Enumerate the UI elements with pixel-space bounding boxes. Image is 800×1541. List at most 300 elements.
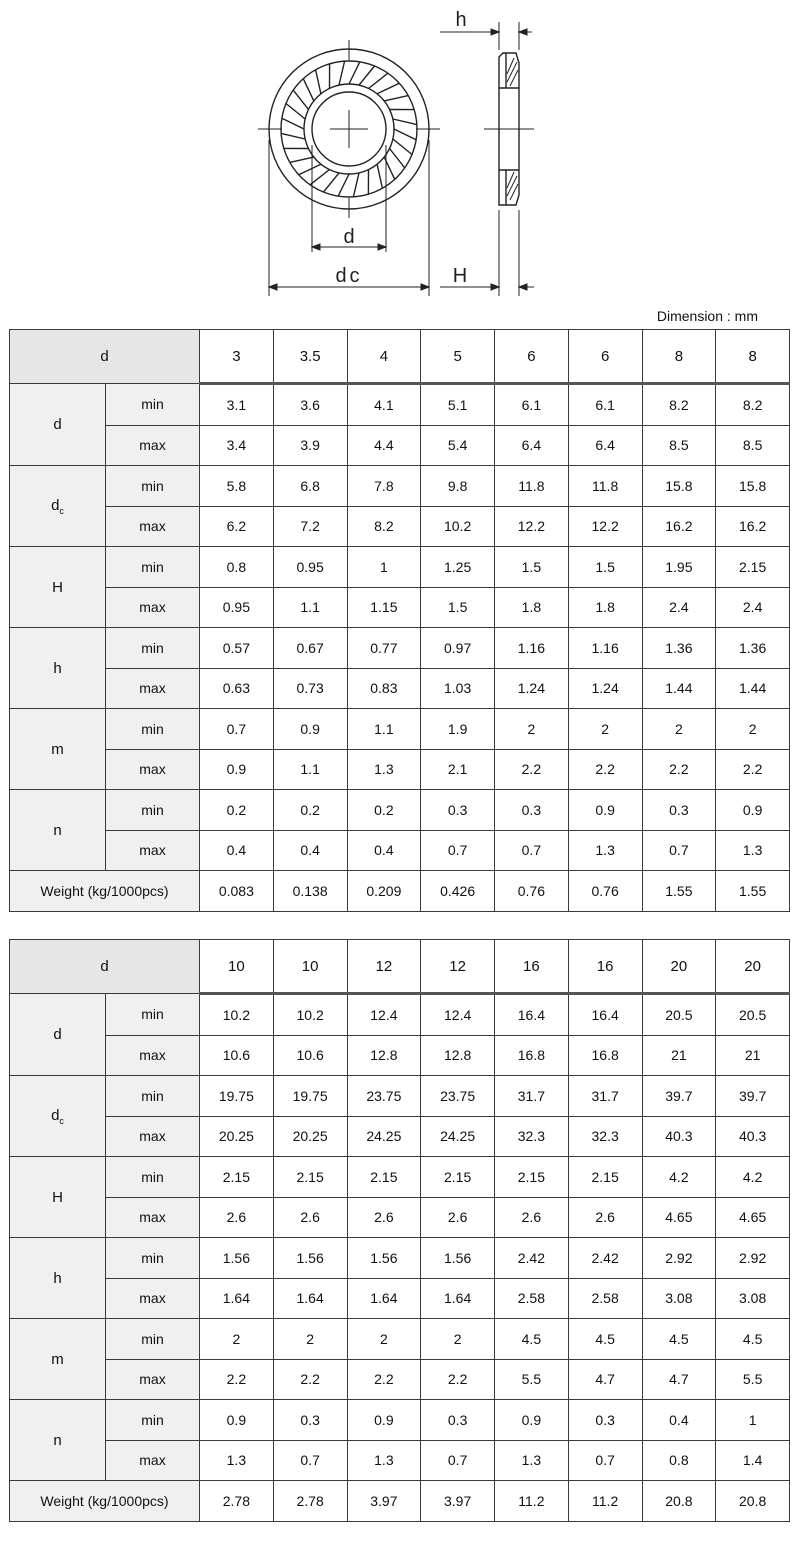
value-cell: 1.5 — [568, 547, 642, 588]
weight-cell: 0.76 — [495, 871, 569, 912]
label-max: max — [106, 749, 200, 790]
row-n-max — [10, 1440, 790, 1481]
value-cell: 0.2 — [200, 790, 274, 831]
value-cell: 12.4 — [347, 994, 421, 1036]
row-dc-min — [10, 1076, 790, 1117]
value-cell: 0.9 — [716, 790, 790, 831]
weight-cell: 0.426 — [421, 871, 495, 912]
serration-tooth — [359, 66, 375, 85]
serration-tooth — [369, 73, 388, 88]
value-cell: 2.15 — [495, 1157, 569, 1198]
value-cell: 2.15 — [568, 1157, 642, 1198]
serration-tooth — [299, 164, 321, 175]
value-cell: 2.2 — [421, 1359, 495, 1400]
weight-cell: 2.78 — [273, 1481, 347, 1522]
value-cell: 11.8 — [495, 466, 569, 507]
label-min: min — [106, 790, 200, 831]
value-cell: 23.75 — [421, 1076, 495, 1117]
header-size-cell: 8 — [642, 330, 716, 384]
value-cell: 2.2 — [716, 749, 790, 790]
value-cell: 0.2 — [347, 790, 421, 831]
group-label-subscript: c — [59, 1115, 64, 1126]
value-cell: 16.8 — [495, 1035, 569, 1076]
label-max: max — [106, 587, 200, 628]
value-cell: 4.5 — [716, 1319, 790, 1360]
header-size-cell: 4 — [347, 330, 421, 384]
value-cell: 0.9 — [347, 1400, 421, 1441]
value-cell: 1.5 — [421, 587, 495, 628]
label-min: min — [106, 628, 200, 669]
weight-cell: 11.2 — [568, 1481, 642, 1522]
label-max: max — [106, 506, 200, 547]
group-label-h — [10, 1238, 106, 1319]
row-dc-max — [10, 506, 790, 547]
serration-tooth — [339, 61, 345, 85]
value-cell: 1.16 — [568, 628, 642, 669]
header-row — [10, 330, 790, 384]
value-cell: 0.8 — [642, 1440, 716, 1481]
value-cell: 2.6 — [568, 1197, 642, 1238]
serration-tooth — [281, 133, 305, 139]
value-cell: 2.42 — [568, 1238, 642, 1279]
group-label-n — [10, 1400, 106, 1481]
value-cell: 0.63 — [200, 668, 274, 709]
value-cell: 1.64 — [200, 1278, 274, 1319]
header-size-cell: 12 — [421, 940, 495, 994]
label-max: max — [106, 668, 200, 709]
value-cell: 1.1 — [273, 749, 347, 790]
value-cell: 3.9 — [273, 425, 347, 466]
value-cell: 32.3 — [568, 1116, 642, 1157]
value-cell: 2.4 — [716, 587, 790, 628]
row-n-max — [10, 830, 790, 871]
value-cell: 1.8 — [495, 587, 569, 628]
value-cell: 1.9 — [421, 709, 495, 750]
value-cell: 2.6 — [347, 1197, 421, 1238]
value-cell: 2 — [642, 709, 716, 750]
value-cell: 10.2 — [200, 994, 274, 1036]
header-size-cell: 8 — [716, 330, 790, 384]
weight-label: Weight (kg/1000pcs) — [10, 1481, 200, 1522]
value-cell: 10.6 — [273, 1035, 347, 1076]
value-cell: 6.4 — [495, 425, 569, 466]
label-min: min — [106, 1076, 200, 1117]
value-cell: 0.67 — [273, 628, 347, 669]
value-cell: 19.75 — [273, 1076, 347, 1117]
value-cell: 2 — [495, 709, 569, 750]
label-max: max — [106, 1197, 200, 1238]
value-cell: 0.7 — [568, 1440, 642, 1481]
group-label-text: m — [51, 1350, 64, 1368]
group-label-text: h — [53, 1269, 62, 1287]
value-cell: 1.1 — [273, 587, 347, 628]
header-size-cell: 10 — [200, 940, 274, 994]
header-size-cell: 3.5 — [273, 330, 347, 384]
value-cell: 7.2 — [273, 506, 347, 547]
value-cell: 40.3 — [642, 1116, 716, 1157]
value-cell: 1.24 — [495, 668, 569, 709]
value-cell: 2 — [347, 1319, 421, 1360]
group-label-text: d — [51, 496, 60, 514]
value-cell: 2.1 — [421, 749, 495, 790]
value-cell: 2.15 — [421, 1157, 495, 1198]
value-cell: 21 — [716, 1035, 790, 1076]
value-cell: 4.7 — [568, 1359, 642, 1400]
value-cell: 2.15 — [273, 1157, 347, 1198]
value-cell: 1.56 — [347, 1238, 421, 1279]
weight-cell: 1.55 — [642, 871, 716, 912]
value-cell: 19.75 — [200, 1076, 274, 1117]
value-cell: 2.2 — [568, 749, 642, 790]
value-cell: 1.3 — [716, 830, 790, 871]
row-m-min — [10, 709, 790, 750]
row-d-min — [10, 384, 790, 426]
row-H-min — [10, 1157, 790, 1198]
serration-tooth — [384, 96, 408, 101]
value-cell: 1.03 — [421, 668, 495, 709]
group-label-text: d — [51, 1106, 60, 1124]
row-H-min — [10, 547, 790, 588]
label-max: max — [106, 425, 200, 466]
value-cell: 1.3 — [495, 1440, 569, 1481]
value-cell: 20.25 — [200, 1116, 274, 1157]
group-label-m — [10, 1319, 106, 1400]
value-cell: 2.2 — [273, 1359, 347, 1400]
value-cell: 0.4 — [273, 830, 347, 871]
value-cell: 16.2 — [716, 506, 790, 547]
value-cell: 0.4 — [200, 830, 274, 871]
value-cell: 0.3 — [273, 1400, 347, 1441]
row-h-max — [10, 1278, 790, 1319]
value-cell: 4.5 — [642, 1319, 716, 1360]
value-cell: 2.15 — [347, 1157, 421, 1198]
value-cell: 16.8 — [568, 1035, 642, 1076]
value-cell: 0.3 — [421, 790, 495, 831]
value-cell: 24.25 — [347, 1116, 421, 1157]
value-cell: 2.92 — [642, 1238, 716, 1279]
value-cell: 4.65 — [716, 1197, 790, 1238]
label-min: min — [106, 709, 200, 750]
value-cell: 5.1 — [421, 384, 495, 426]
value-cell: 20.5 — [716, 994, 790, 1036]
label-max: max — [106, 1035, 200, 1076]
label-min: min — [106, 466, 200, 507]
value-cell: 2.2 — [642, 749, 716, 790]
value-cell: 2 — [716, 709, 790, 750]
row-d-max — [10, 425, 790, 466]
value-cell: 12.8 — [421, 1035, 495, 1076]
value-cell: 0.4 — [347, 830, 421, 871]
value-cell: 2.6 — [200, 1197, 274, 1238]
serration-tooth — [286, 104, 305, 120]
value-cell: 0.3 — [642, 790, 716, 831]
value-cell: 2.6 — [495, 1197, 569, 1238]
serration-tooth — [282, 118, 304, 129]
header-d-label: d — [10, 940, 200, 994]
header-size-cell: 16 — [568, 940, 642, 994]
value-cell: 12.2 — [495, 506, 569, 547]
label-min: min — [106, 1319, 200, 1360]
value-cell: 16.2 — [642, 506, 716, 547]
value-cell: 39.7 — [642, 1076, 716, 1117]
value-cell: 0.3 — [495, 790, 569, 831]
group-label-text: h — [53, 659, 62, 677]
value-cell: 1.8 — [568, 587, 642, 628]
value-cell: 8.2 — [716, 384, 790, 426]
weight-cell: 2.78 — [200, 1481, 274, 1522]
label-max: max — [106, 1359, 200, 1400]
header-row — [10, 940, 790, 994]
weight-cell: 0.138 — [273, 871, 347, 912]
value-cell: 2.15 — [200, 1157, 274, 1198]
serration-tooth — [393, 119, 417, 125]
row-weight — [10, 1481, 790, 1522]
value-cell: 1.36 — [716, 628, 790, 669]
weight-cell: 1.55 — [716, 871, 790, 912]
value-cell: 2.6 — [421, 1197, 495, 1238]
row-n-min — [10, 1400, 790, 1441]
value-cell: 10.2 — [421, 506, 495, 547]
value-cell: 20.25 — [273, 1116, 347, 1157]
value-cell: 0.57 — [200, 628, 274, 669]
value-cell: 9.8 — [421, 466, 495, 507]
value-cell: 8.5 — [642, 425, 716, 466]
value-cell: 1 — [716, 1400, 790, 1441]
value-cell: 0.9 — [200, 749, 274, 790]
value-cell: 0.9 — [200, 1400, 274, 1441]
value-cell: 10.6 — [200, 1035, 274, 1076]
row-dc-min — [10, 466, 790, 507]
value-cell: 5.4 — [421, 425, 495, 466]
group-label-n — [10, 790, 106, 871]
row-d-min — [10, 994, 790, 1036]
group-label-H — [10, 547, 106, 628]
value-cell: 2.2 — [347, 1359, 421, 1400]
value-cell: 4.7 — [642, 1359, 716, 1400]
group-label-d — [10, 384, 106, 466]
value-cell: 1.64 — [421, 1278, 495, 1319]
value-cell: 6.4 — [568, 425, 642, 466]
value-cell: 15.8 — [716, 466, 790, 507]
value-cell: 12.4 — [421, 994, 495, 1036]
serration-tooth — [377, 164, 382, 188]
value-cell: 4.5 — [495, 1319, 569, 1360]
group-label-text: H — [52, 578, 63, 596]
value-cell: 0.83 — [347, 668, 421, 709]
drawing-label-h: h — [455, 9, 467, 31]
group-label-m — [10, 709, 106, 790]
value-cell: 23.75 — [347, 1076, 421, 1117]
header-size-cell: 12 — [347, 940, 421, 994]
label-min: min — [106, 384, 200, 426]
value-cell: 2 — [421, 1319, 495, 1360]
group-label-text: m — [51, 740, 64, 758]
value-cell: 0.7 — [200, 709, 274, 750]
row-H-max — [10, 587, 790, 628]
value-cell: 6.1 — [568, 384, 642, 426]
group-label-text: d — [53, 416, 62, 433]
group-label-text: H — [52, 1188, 63, 1206]
value-cell: 2.2 — [495, 749, 569, 790]
row-m-min — [10, 1319, 790, 1360]
value-cell: 1.15 — [347, 587, 421, 628]
value-cell: 32.3 — [495, 1116, 569, 1157]
weight-cell: 3.97 — [421, 1481, 495, 1522]
group-label-subscript: c — [59, 505, 64, 516]
value-cell: 8.2 — [642, 384, 716, 426]
header-size-cell: 3 — [200, 330, 274, 384]
serration-tooth — [393, 139, 412, 155]
value-cell: 0.95 — [273, 547, 347, 588]
spec-table-2 — [9, 939, 790, 1522]
value-cell: 1.5 — [495, 547, 569, 588]
value-cell: 3.1 — [200, 384, 274, 426]
value-cell: 0.9 — [273, 709, 347, 750]
row-weight — [10, 871, 790, 912]
group-label-h — [10, 628, 106, 709]
value-cell: 1.44 — [642, 668, 716, 709]
value-cell: 5.8 — [200, 466, 274, 507]
value-cell: 1.16 — [495, 628, 569, 669]
value-cell: 6.1 — [495, 384, 569, 426]
group-label-d — [10, 994, 106, 1076]
weight-cell: 3.97 — [347, 1481, 421, 1522]
group-label-dc — [10, 466, 106, 547]
value-cell: 1.25 — [421, 547, 495, 588]
value-cell: 40.3 — [716, 1116, 790, 1157]
group-label-H — [10, 1157, 106, 1238]
row-h-min — [10, 1238, 790, 1279]
weight-cell: 0.209 — [347, 871, 421, 912]
value-cell: 1.56 — [421, 1238, 495, 1279]
header-size-cell: 5 — [421, 330, 495, 384]
value-cell: 0.3 — [568, 1400, 642, 1441]
serration-tooth — [290, 157, 314, 162]
value-cell: 1.95 — [642, 547, 716, 588]
serration-tooth — [316, 70, 321, 94]
value-cell: 1.56 — [273, 1238, 347, 1279]
value-cell: 3.4 — [200, 425, 274, 466]
value-cell: 8.2 — [347, 506, 421, 547]
value-cell: 0.9 — [568, 790, 642, 831]
value-cell: 39.7 — [716, 1076, 790, 1117]
serration-tooth — [324, 173, 340, 192]
label-max: max — [106, 1278, 200, 1319]
value-cell: 0.97 — [421, 628, 495, 669]
header-size-cell: 6 — [568, 330, 642, 384]
value-cell: 0.7 — [421, 1440, 495, 1481]
drawing-label-H: H — [452, 265, 468, 287]
value-cell: 0.7 — [421, 830, 495, 871]
value-cell: 0.8 — [200, 547, 274, 588]
value-cell: 12.8 — [347, 1035, 421, 1076]
value-cell: 0.73 — [273, 668, 347, 709]
value-cell: 10.2 — [273, 994, 347, 1036]
row-H-max — [10, 1197, 790, 1238]
value-cell: 4.2 — [642, 1157, 716, 1198]
value-cell: 5.5 — [716, 1359, 790, 1400]
value-cell: 3.08 — [642, 1278, 716, 1319]
serration-tooth — [310, 170, 329, 185]
value-cell: 4.5 — [568, 1319, 642, 1360]
value-cell: 2.58 — [495, 1278, 569, 1319]
serration-tooth — [293, 90, 308, 109]
value-cell: 0.7 — [642, 830, 716, 871]
group-label-dc — [10, 1076, 106, 1157]
label-min: min — [106, 547, 200, 588]
value-cell: 12.2 — [568, 506, 642, 547]
row-d-max — [10, 1035, 790, 1076]
row-m-max — [10, 749, 790, 790]
label-max: max — [106, 1116, 200, 1157]
value-cell: 2 — [273, 1319, 347, 1360]
value-cell: 0.2 — [273, 790, 347, 831]
value-cell: 0.7 — [273, 1440, 347, 1481]
label-max: max — [106, 1440, 200, 1481]
weight-cell: 20.8 — [642, 1481, 716, 1522]
header-size-cell: 10 — [273, 940, 347, 994]
dimension-unit-note: Dimension : mm — [656, 308, 758, 324]
value-cell: 1.24 — [568, 668, 642, 709]
group-label-text: n — [53, 821, 62, 839]
group-label-text: n — [53, 1431, 62, 1449]
value-cell: 4.4 — [347, 425, 421, 466]
value-cell: 3.08 — [716, 1278, 790, 1319]
value-cell: 1.44 — [716, 668, 790, 709]
value-cell: 6.8 — [273, 466, 347, 507]
value-cell: 24.25 — [421, 1116, 495, 1157]
washer-technical-drawing — [0, 0, 800, 310]
value-cell: 3.6 — [273, 384, 347, 426]
value-cell: 2.42 — [495, 1238, 569, 1279]
row-h-min — [10, 628, 790, 669]
serration-tooth — [338, 174, 349, 196]
value-cell: 20.5 — [642, 994, 716, 1036]
serration-tooth — [353, 173, 359, 197]
label-min: min — [106, 994, 200, 1036]
value-cell: 16.4 — [495, 994, 569, 1036]
group-label-text: d — [53, 1026, 62, 1043]
value-cell: 2.4 — [642, 587, 716, 628]
value-cell: 1 — [347, 547, 421, 588]
value-cell: 1.64 — [273, 1278, 347, 1319]
value-cell: 21 — [642, 1035, 716, 1076]
value-cell: 1.36 — [642, 628, 716, 669]
header-size-cell: 16 — [495, 940, 569, 994]
drawing-label-dc: dc — [335, 265, 363, 287]
serration-tooth — [303, 79, 314, 101]
weight-cell: 20.8 — [716, 1481, 790, 1522]
weight-cell: 0.083 — [200, 871, 274, 912]
value-cell: 1.4 — [716, 1440, 790, 1481]
label-min: min — [106, 1400, 200, 1441]
header-size-cell: 6 — [495, 330, 569, 384]
value-cell: 11.8 — [568, 466, 642, 507]
value-cell: 1.1 — [347, 709, 421, 750]
value-cell: 2.92 — [716, 1238, 790, 1279]
value-cell: 8.5 — [716, 425, 790, 466]
label-max: max — [106, 830, 200, 871]
value-cell: 2 — [200, 1319, 274, 1360]
value-cell: 15.8 — [642, 466, 716, 507]
row-m-max — [10, 1359, 790, 1400]
value-cell: 4.1 — [347, 384, 421, 426]
header-size-cell: 20 — [716, 940, 790, 994]
value-cell: 16.4 — [568, 994, 642, 1036]
value-cell: 6.2 — [200, 506, 274, 547]
serration-tooth — [394, 129, 416, 140]
value-cell: 5.5 — [495, 1359, 569, 1400]
